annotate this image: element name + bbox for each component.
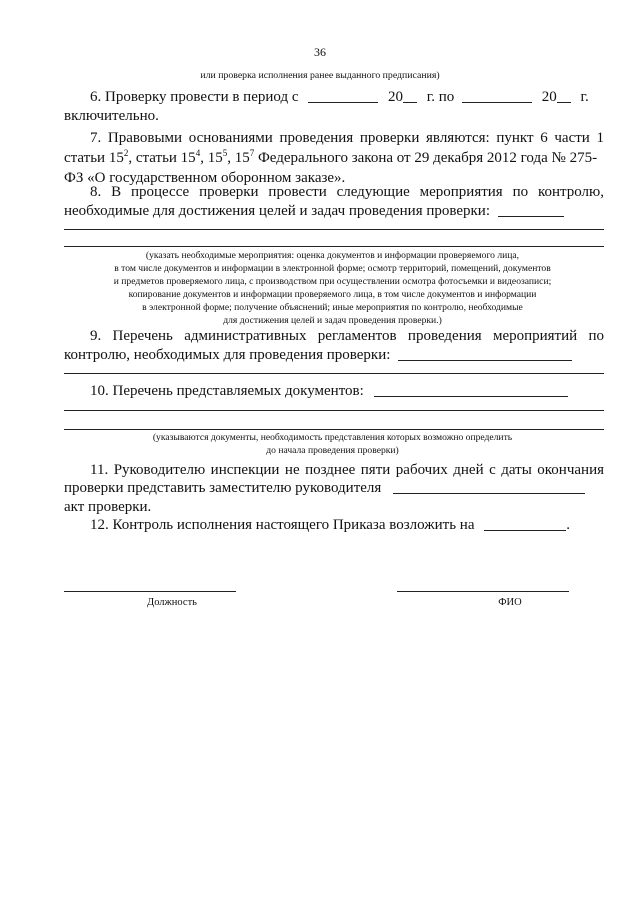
item-6-suffix: г.	[580, 89, 589, 105]
item-10-fill-line-1[interactable]	[64, 410, 604, 411]
item-6-mid: г. по	[426, 89, 455, 105]
item-9-line-1: 9. Перечень административных регламентов проведения мероприятий по	[90, 328, 604, 344]
item-10-line-1	[90, 381, 568, 401]
item-6-year-1: 20	[388, 89, 404, 105]
item-9-fill-line[interactable]	[64, 373, 604, 374]
date-to-blank[interactable]	[462, 88, 532, 103]
item-8-note	[60, 249, 605, 327]
item-11-line-1: 11. Руководителю инспекции не позднее пяти рабочих дней с даты окончания	[90, 462, 604, 478]
item-7-line-1: 7. Правовыми основаниями проведения проверки являются: пункт 6 части 1	[90, 130, 604, 146]
item-7-sup-2: 4	[195, 148, 201, 158]
item-6-year-2: 20	[541, 89, 557, 105]
item-7-sup-3: 5	[222, 148, 228, 158]
date-from-blank[interactable]	[308, 88, 378, 103]
item-9-blank[interactable]	[398, 346, 572, 361]
note-10-line: (указываются документы, необходимость представления которых возможно определить	[152, 432, 513, 443]
item-9-text: контролю, необходимых для проведения проверки:	[64, 347, 391, 363]
item-9-line-2	[64, 345, 572, 365]
position-label: Должность	[147, 597, 197, 608]
item-7-text-a: статьи 15	[64, 150, 124, 166]
top-note: или проверка исполнения ранее выданного предписания)	[200, 70, 440, 81]
note-8-line: для достижения целей и задач проведения проверки.)	[223, 315, 442, 326]
item-7-line-2	[64, 148, 609, 168]
name-label: ФИО	[498, 597, 522, 608]
item-10-blank[interactable]	[374, 382, 568, 397]
item-7-sup-1: 2	[123, 148, 129, 158]
item-12-line-1	[90, 515, 570, 535]
note-8-line: в электронной форме; получение объяснений; иные мероприятия по контролю, необходимые	[142, 302, 523, 313]
item-8-blank[interactable]	[498, 202, 564, 217]
note-8-line: и предметов проверяемого лица, с производством при осуществлении осмотра фотосъемки и видеозаписи;	[113, 276, 552, 287]
item-10-note	[60, 431, 605, 457]
item-12-blank[interactable]	[484, 516, 566, 531]
item-8-line-2	[64, 201, 564, 221]
note-8-line: (указать необходимые мероприятия: оценка документов и информации проверяемого лица,	[145, 250, 520, 261]
item-7-sup-4: 7	[249, 148, 255, 158]
item-11-text: проверки представить заместителю руководителя	[64, 480, 382, 496]
item-7-line-3: ФЗ «О государственном оборонном заказе».	[64, 170, 346, 186]
item-8-fill-line-1[interactable]	[64, 229, 604, 230]
item-12-end: .	[566, 517, 570, 533]
name-signature-line[interactable]	[397, 591, 569, 592]
item-6-prefix: 6. Проверку провести в период с	[90, 89, 299, 105]
item-11-blank[interactable]	[393, 479, 585, 494]
item-7-text-e: Федерального закона от 29 декабря 2012 года № 275-	[254, 150, 598, 166]
item-6-line-1	[90, 87, 610, 107]
page-number: 36	[314, 45, 326, 59]
item-7-text-d: , 15	[227, 150, 250, 166]
note-10-line: до начала проведения проверки)	[266, 445, 399, 456]
item-8-text: необходимые для достижения целей и задач проведения проверки:	[64, 203, 491, 219]
item-8-fill-line-2[interactable]	[64, 246, 604, 247]
item-8-line-1: 8. В процессе проверки провести следующие мероприятия по контролю,	[90, 184, 604, 200]
item-7-text-c: , 15	[200, 150, 223, 166]
position-signature-line[interactable]	[64, 591, 236, 592]
item-11-line-2	[64, 478, 604, 498]
item-10-text: 10. Перечень представляемых документов:	[90, 383, 364, 399]
item-10-fill-line-2[interactable]	[64, 429, 604, 430]
item-7-text-b: , статьи 15	[128, 150, 196, 166]
year-from-blank[interactable]	[403, 88, 417, 103]
item-6-line-2: включительно.	[64, 108, 159, 124]
item-11-line-3: акт проверки.	[64, 499, 152, 515]
item-12-text: 12. Контроль исполнения настоящего Приказа возложить на	[90, 517, 475, 533]
year-to-blank[interactable]	[557, 88, 571, 103]
note-8-line: в том числе документов и информации в электронной форме; осмотр территорий, помещений, документов	[114, 263, 551, 274]
note-8-line: копирование документов и информации проверяемого лица, в том числе документов и информации	[128, 289, 537, 300]
